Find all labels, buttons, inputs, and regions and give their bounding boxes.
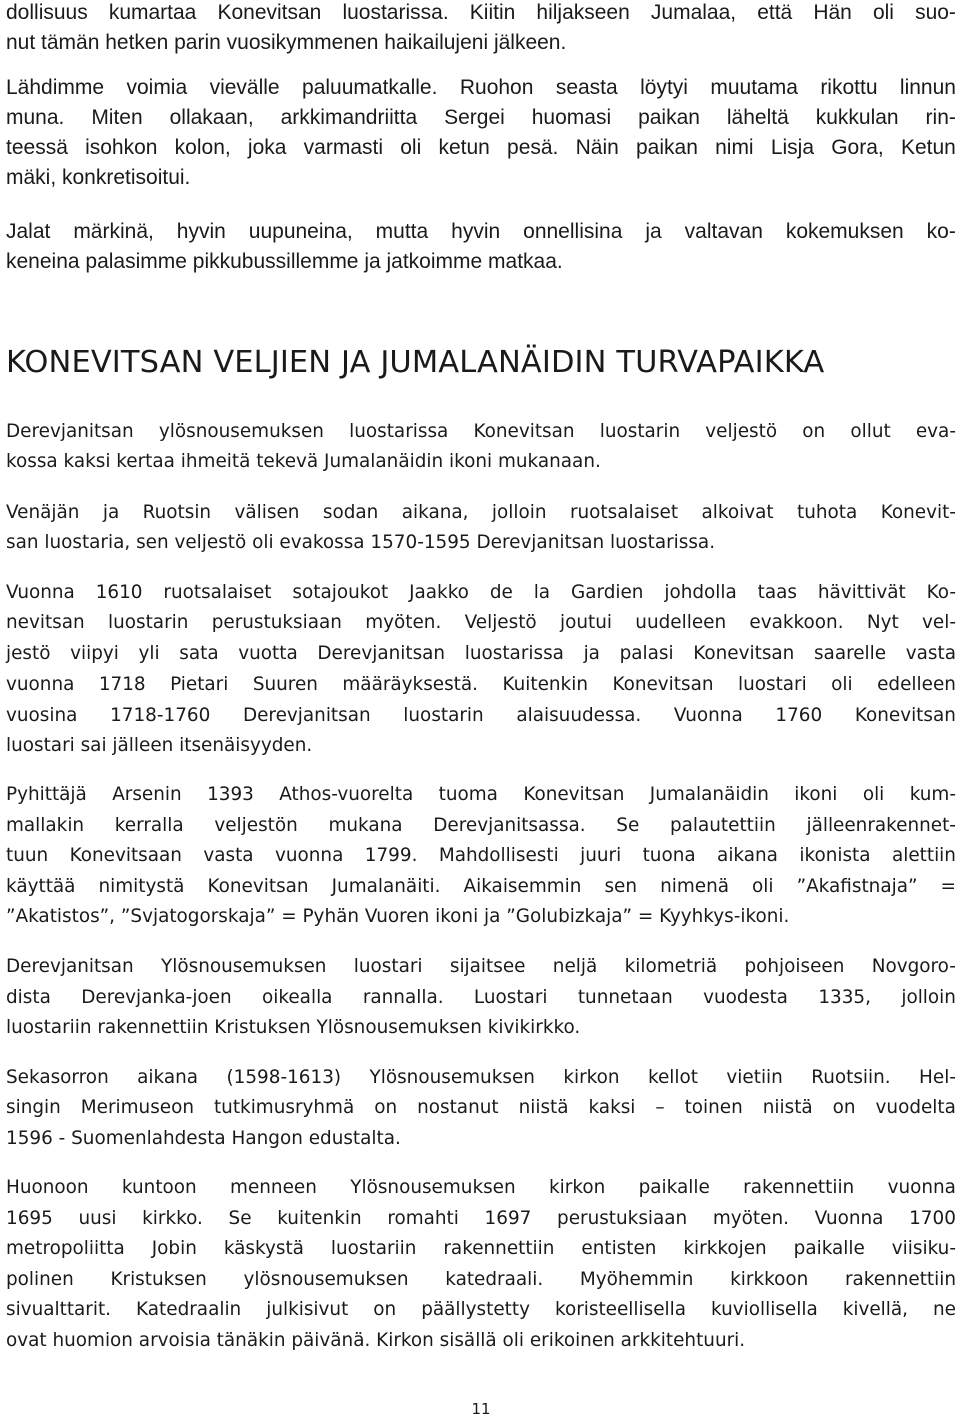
text-line: dista Derevjanka-joen oikealla rannalla. Luostari tunnetaan vuodesta 1335, jolloin [6, 987, 956, 1008]
text-line: mallakin kerralla veljestön mukana Derevjanitsassa. Se palautettiin jälleenrakennet- [6, 815, 956, 836]
text-line: tuun Konevitsaan vasta vuonna 1799. Mahdollisesti juuri tuona aikana ikonista alettiin [6, 845, 956, 866]
text-line: sivualttarit. Katedraalin julkisivut on päällystetty koristeellisella kuviollisella kivellä, ne [6, 1299, 956, 1320]
text-line: polinen Kristuksen ylösnousemuksen katedraali. Myöhemmin kirkkoon rakennettiin [6, 1269, 956, 1290]
text-line: Sekasorron aikana (1598-1613) Ylösnousemuksen kirkon kellot vietiin Ruotsiin. Hel- [6, 1067, 956, 1088]
text-line: vuosina 1718-1760 Derevjanitsan luostarin alaisuudessa. Vuonna 1760 Konevitsan [6, 705, 956, 726]
text-line: jestö viipyi yli sata vuotta Derevjanitsan luostarissa ja palasi Konevitsan saarelle vasta [6, 643, 956, 664]
page-number: 11 [471, 1400, 491, 1418]
text-line: ovat huomion arvoisia tänäkin päivänä. Kirkon sisällä oli erikoinen arkkitehtuuri. [6, 1330, 746, 1351]
text-line: Lähdimme voimia vievälle paluumatkalle. Ruohon seasta löytyi muutama rikottu linnun [6, 76, 956, 99]
text-line: kossa kaksi kertaa ihmeitä tekevä Jumalanäidin ikoni mukanaan. [6, 451, 601, 472]
text-line: Huonoon kuntoon menneen Ylösnousemuksen kirkon paikalle rakennettiin vuonna [6, 1177, 956, 1198]
text-line: muna. Miten ollakaan, arkkimandriitta Sergei huomasi paikan läheltä kukkulan rin- [6, 106, 956, 129]
text-line: san luostaria, sen veljestö oli evakossa 1570-1595 Derevjanitsan luostarissa. [6, 532, 716, 553]
text-line: 1695 uusi kirkko. Se kuitenkin romahti 1697 perustuksiaan myöten. Vuonna 1700 [6, 1208, 956, 1229]
text-line: keneina palasimme pikkubussillemme ja jatkoimme matkaa. [6, 250, 563, 273]
text-line: Pyhittäjä Arsenin 1393 Athos-vuorelta tuoma Konevitsan Jumalanäidin ikoni oli kum- [6, 784, 956, 805]
text-line: metropoliitta Jobin käskystä luostariin rakennettiin entisten kirkkojen paikalle viisiku- [6, 1238, 956, 1259]
text-line: Vuonna 1610 ruotsalaiset sotajoukot Jaakko de la Gardien johdolla taas hävittivät Ko- [6, 582, 956, 603]
text-line: singin Merimuseon tutkimusryhmä on nostanut niistä kaksi – toinen niistä on vuodelta [6, 1097, 956, 1118]
text-line: ”Akatistos”, ”Svjatogorskaja” = Pyhän Vuoren ikoni ja ”Golubizkaja” = Kyyhkys-ikoni. [6, 906, 790, 927]
text-line: dollisuus kumartaa Konevitsan luostarissa. Kiitin hiljakseen Jumalaa, että Hän oli suo- [6, 1, 956, 24]
text-line: mäki, konkretisoitui. [6, 166, 191, 189]
section-heading: KONEVITSAN VELJIEN JA JUMALANÄIDIN TURVAPAIKKA [6, 345, 825, 380]
text-line: Venäjän ja Ruotsin välisen sodan aikana, jolloin ruotsalaiset alkoivat tuhota Konevit- [6, 502, 956, 523]
text-line: Derevjanitsan Ylösnousemuksen luostari sijaitsee neljä kilometriä pohjoiseen Novgoro- [6, 956, 956, 977]
text-line: nevitsan luostarin perustuksiaan myöten. Veljestö joutui uudelleen evakkoon. Nyt vel- [6, 612, 956, 633]
text-line: 1596 - Suomenlahdesta Hangon edustalta. [6, 1128, 401, 1149]
text-line: Derevjanitsan ylösnousemuksen luostarissa Konevitsan luostarin veljestö on ollut eva- [6, 421, 956, 442]
text-line: luostari sai jälleen itsenäisyyden. [6, 735, 313, 756]
text-line: käyttää nimitystä Konevitsan Jumalanäiti. Aikaisemmin sen nimenä oli ”Akafistnaja” = [6, 876, 956, 897]
text-line: Jalat märkinä, hyvin uupuneina, mutta hyvin onnellisina ja valtavan kokemuksen ko- [6, 220, 956, 243]
text-line: nut tämän hetken parin vuosikymmenen haikailujeni jälkeen. [6, 31, 567, 54]
text-line: teessä isohkon kolon, joka varmasti oli ketun pesä. Näin paikan nimi Lisja Gora, Ketun [6, 136, 956, 159]
text-line: luostariin rakennettiin Kristuksen Ylösnousemuksen kivikirkko. [6, 1017, 581, 1038]
text-line: vuonna 1718 Pietari Suuren määräyksestä. Kuitenkin Konevitsan luostari oli edelleen [6, 674, 956, 695]
